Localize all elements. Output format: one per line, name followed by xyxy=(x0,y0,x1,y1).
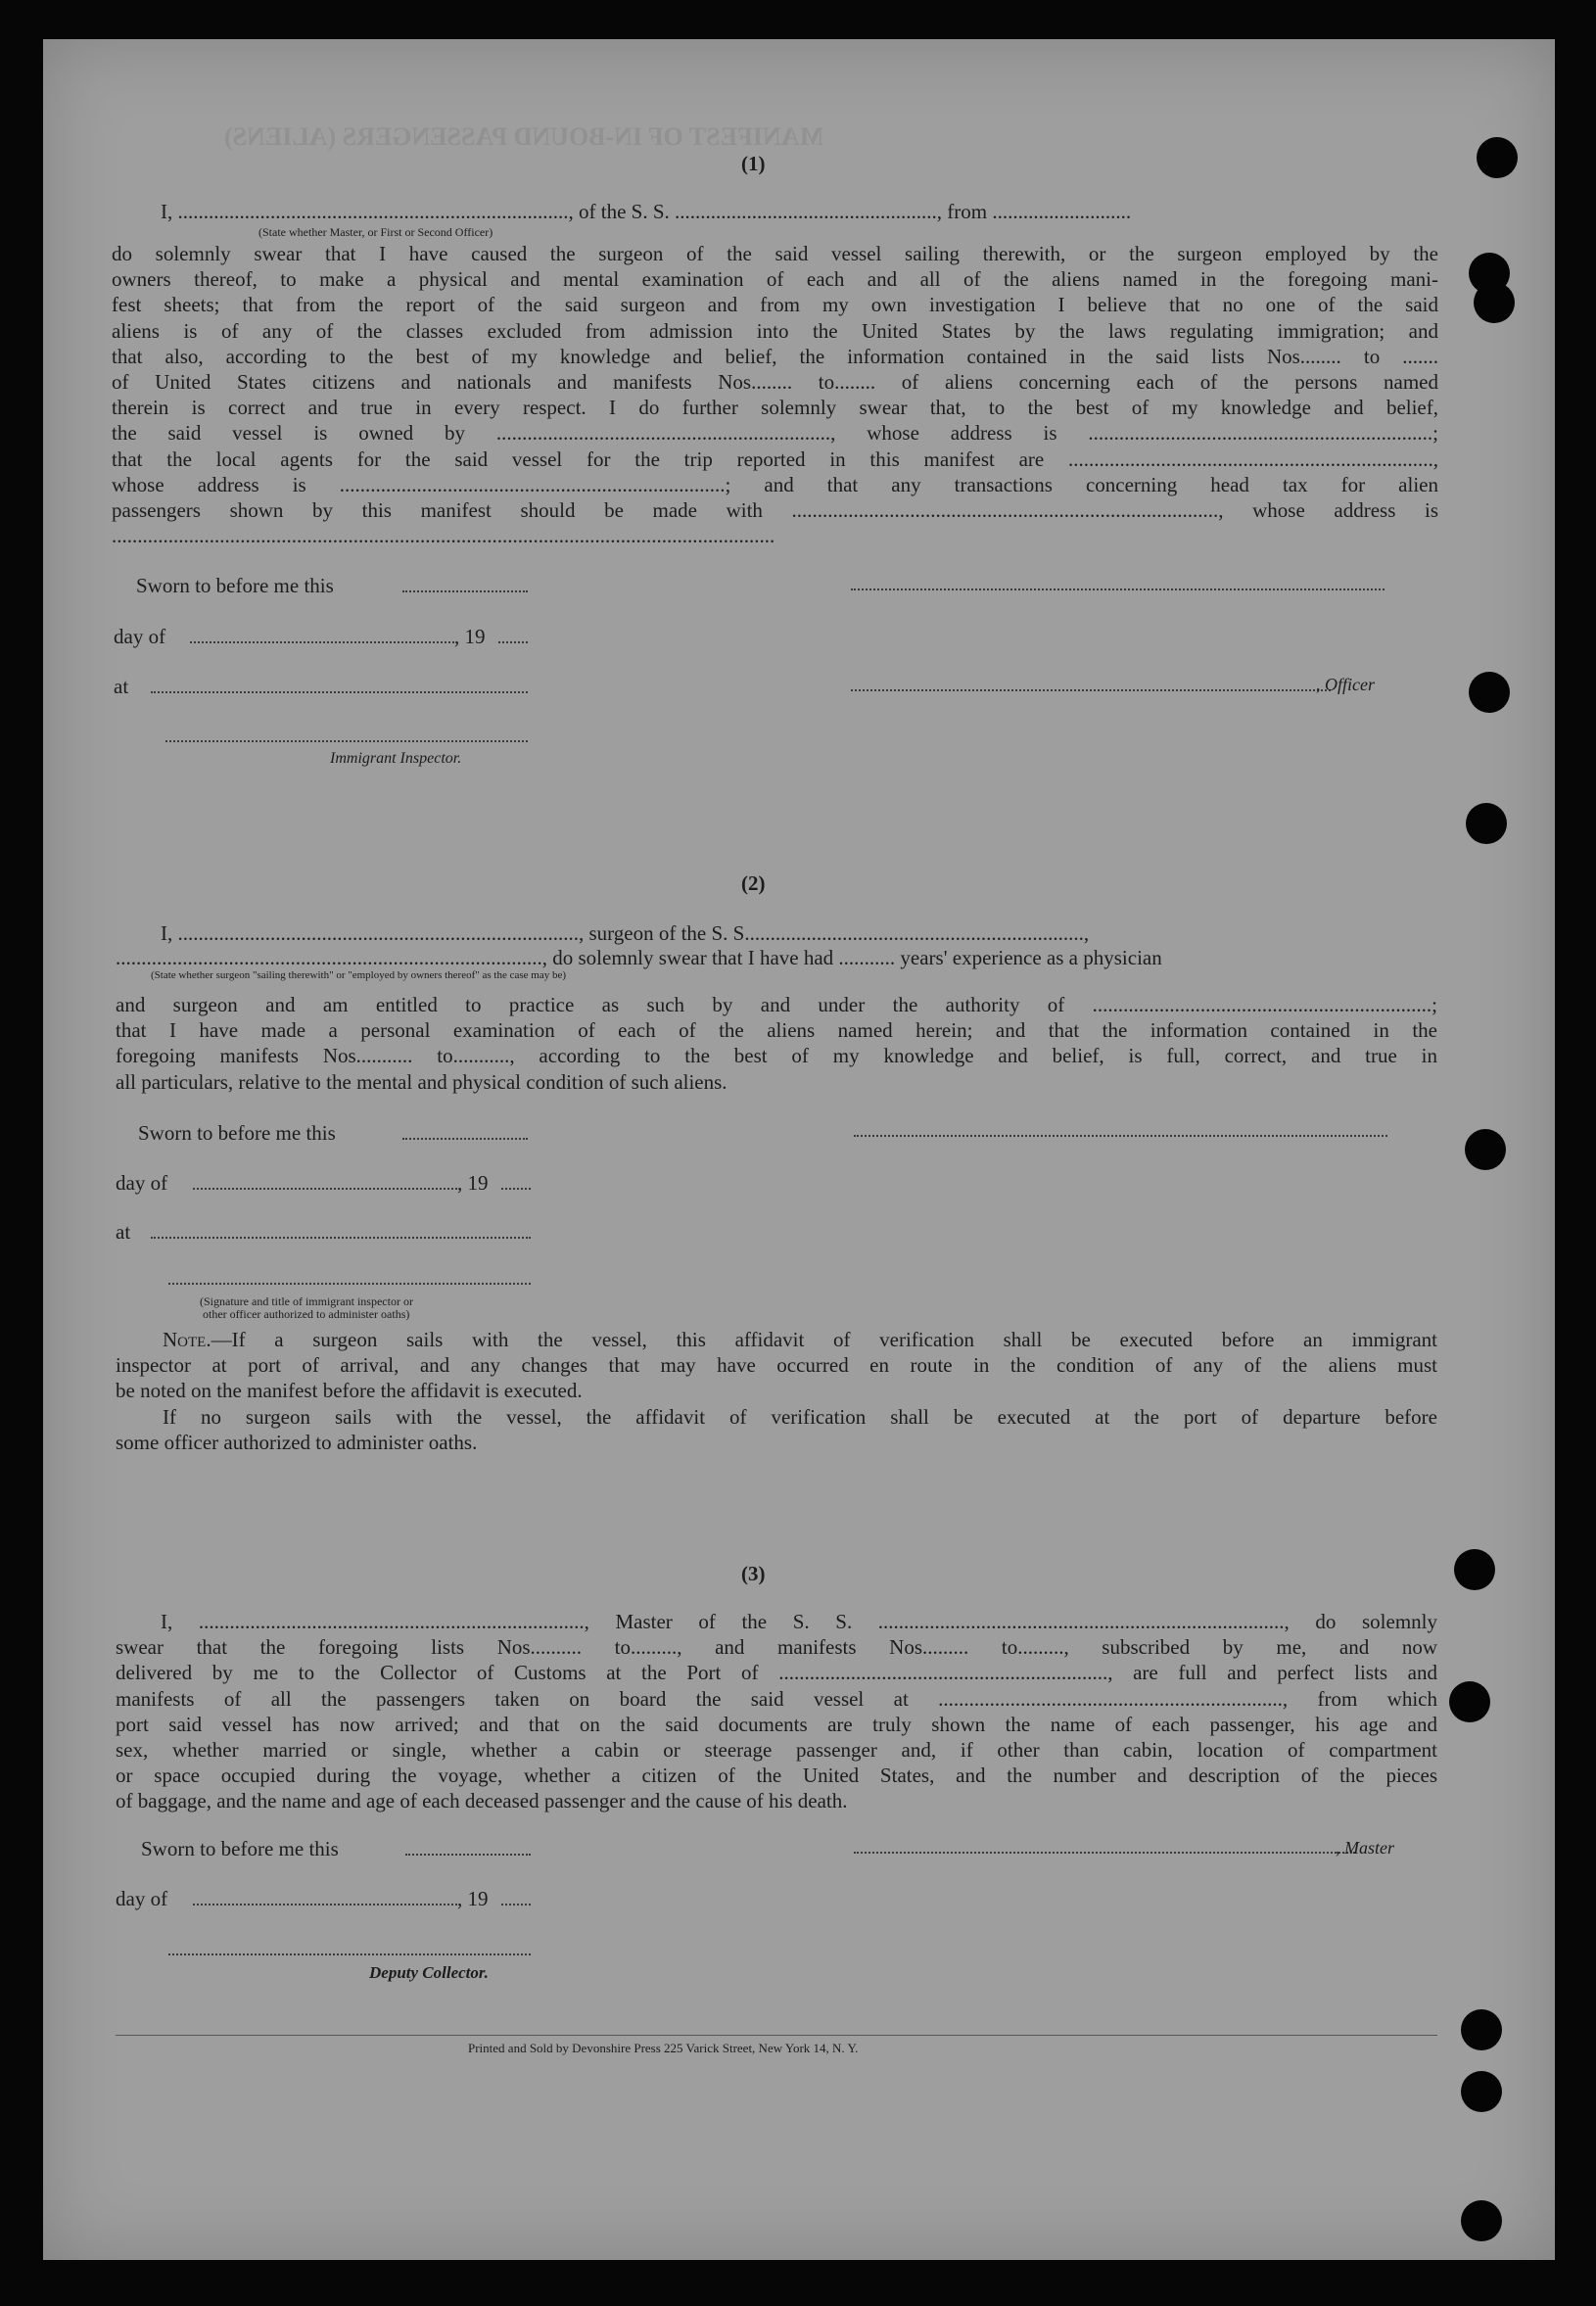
section-2-surgeon-note: (State whether surgeon "sailing therewith" or "employed by owners thereof" as the case may be) xyxy=(151,969,567,981)
section-3-day-label: day of xyxy=(116,1887,168,1910)
oath-line: ................................................................................................................................. xyxy=(112,524,775,548)
oath-line: that I have made a personal examination of each of the aliens named herein; and that the information contained in the xyxy=(116,1018,1437,1043)
oath-line: do solemnly swear that I have caused the surgeon of the said vessel sailing therewith, or the surgeon employed by the xyxy=(112,242,1438,265)
section-1-first-line: I, ............................................................................, of the S. S. ..................................................., from ........................... xyxy=(161,200,1132,223)
section-1-signature-field[interactable] xyxy=(851,588,1385,590)
section-2-day-label: day of xyxy=(116,1171,168,1195)
section-1-officer-field[interactable] xyxy=(851,689,1331,691)
section-3-master-label: , Master xyxy=(1336,1838,1394,1858)
section-1-day-field[interactable] xyxy=(190,641,454,643)
oath-line: fest sheets; that from the report of the said surgeon and from my own investigation I believe that no one of the said xyxy=(112,293,1438,317)
oath-line: of United States citizens and nationals and manifests Nos........ to........ of aliens concerning each of the persons named xyxy=(112,370,1438,395)
section-1-number: (1) xyxy=(741,152,766,175)
section-3-day-field[interactable] xyxy=(193,1904,457,1906)
binder-hole xyxy=(1454,1549,1495,1590)
binder-hole xyxy=(1466,803,1507,844)
section-1-sworn-field[interactable] xyxy=(402,590,528,592)
section-3-sworn-field[interactable] xyxy=(405,1854,531,1856)
binder-hole xyxy=(1449,1681,1490,1722)
binder-hole xyxy=(1461,2071,1502,2112)
oath-line: manifests of all the passengers taken on board the said vessel at ..................................................................., from which xyxy=(116,1686,1437,1711)
note-line: Note.—If a surgeon sails with the vessel, this affidavit of verification shall be executed before an immigrant xyxy=(163,1328,1437,1351)
note-line: be noted on the manifest before the affidavit is executed. xyxy=(116,1379,583,1403)
section-2-signature-caption-1: (Signature and title of immigrant inspector or xyxy=(200,1294,413,1308)
section-2-signature-field[interactable] xyxy=(854,1135,1387,1137)
section-3-collector-caption: Deputy Collector. xyxy=(369,1963,489,1982)
section-1-at-label: at xyxy=(114,675,129,698)
note-line: If no surgeon sails with the vessel, the affidavit of verification shall be executed at the port of departure before xyxy=(163,1404,1437,1429)
binder-hole xyxy=(1477,137,1518,178)
oath-line: all particulars, relative to the mental and physical condition of such aliens. xyxy=(116,1069,728,1094)
section-2-second-line: ..................................................................................., do solemnly swear that I have had ........... years' experience as a physician xyxy=(116,946,1162,969)
section-2-sworn-label: Sworn to before me this xyxy=(138,1121,336,1145)
section-1-officer-note: (State whether Master, or First or Second Officer) xyxy=(258,225,493,239)
section-2-number: (2) xyxy=(741,871,766,895)
oath-line: that also, according to the best of my knowledge and belief, the information contained in the said lists Nos........ to ....... xyxy=(112,344,1438,368)
section-1-day-label: day of xyxy=(114,625,166,648)
oath-line: passengers shown by this manifest should be made with ..................................................................................., whose address is xyxy=(112,498,1438,523)
section-1-at-field[interactable] xyxy=(151,691,528,693)
oath-line: owners thereof, to make a physical and mental examination of each and all of the aliens named in the foregoing mani- xyxy=(112,267,1438,292)
section-3-year-label: , 19 xyxy=(457,1887,489,1910)
binder-hole xyxy=(1469,672,1510,713)
section-1-year-field[interactable] xyxy=(498,641,528,643)
oath-line: of baggage, and the name and age of each deceased passenger and the cause of his death. xyxy=(116,1789,848,1813)
section-2-first-line: I, .............................................................................., surgeon of the S. S.................................................................., xyxy=(161,921,1090,945)
section-3-sworn-label: Sworn to before me this xyxy=(141,1837,339,1860)
note-line: some officer authorized to administer oaths. xyxy=(116,1430,478,1454)
oath-line: the said vessel is owned by ................................................................., whose address is ...................................................................; xyxy=(112,421,1438,446)
section-3-number: (3) xyxy=(741,1562,766,1585)
section-2-at-label: at xyxy=(116,1220,131,1244)
section-1-inspector-caption: Immigrant Inspector. xyxy=(330,750,462,767)
section-2-inspector-signature-field[interactable] xyxy=(168,1283,531,1285)
oath-line: I, ..........................................................................., Master of the S. S. ..............................................................................., do solemnly xyxy=(161,1610,1437,1633)
oath-line: sex, whether married or single, whether a cabin or steerage passenger and, if other than cabin, location of compartment xyxy=(116,1738,1437,1763)
section-1-sworn-label: Sworn to before me this xyxy=(136,574,334,597)
section-2-year-field[interactable] xyxy=(501,1188,531,1190)
manifest-page xyxy=(43,39,1555,2260)
oath-line: swear that the foregoing lists Nos.......... to........., and manifests Nos......... to........., subscribed by me, and now xyxy=(116,1635,1437,1660)
binder-hole xyxy=(1465,1129,1506,1170)
printer-imprint: Printed and Sold by Devonshire Press 225 Varick Street, New York 14, N. Y. xyxy=(468,2041,859,2055)
oath-line: aliens is of any of the classes excluded from admission into the United States by the laws regulating immigration; and xyxy=(112,318,1438,343)
section-2-year-label: , 19 xyxy=(457,1171,489,1195)
oath-line: whose address is ...........................................................................; and that any transactions concerning head tax for alien xyxy=(112,472,1438,496)
section-1-inspector-signature-field[interactable] xyxy=(165,740,528,742)
section-1-year-label: , 19 xyxy=(454,625,486,648)
oath-line: or space occupied during the voyage, whether a citizen of the United States, and the number and description of the pieces xyxy=(116,1764,1437,1788)
section-3-oath-text xyxy=(116,1609,1437,1814)
section-2-day-field[interactable] xyxy=(193,1188,457,1190)
section-2-oath-text xyxy=(116,992,1437,1095)
section-2-at-field[interactable] xyxy=(151,1237,531,1239)
binder-hole xyxy=(1474,282,1515,323)
oath-line: foregoing manifests Nos........... to..........., according to the best of my knowledge and belief, is full, correct, and true in xyxy=(116,1044,1437,1068)
binder-hole xyxy=(1461,2200,1502,2241)
oath-line: delivered by me to the Collector of Customs at the Port of ................................................................, are full and perfect lists and xyxy=(116,1661,1437,1685)
footer-rule xyxy=(116,2035,1437,2036)
bleed-through-header: MANIFEST OF IN-BOUND PASSENGERS (ALIENS) xyxy=(224,122,824,151)
section-2-sworn-field[interactable] xyxy=(402,1138,528,1140)
binder-hole xyxy=(1461,2009,1502,2050)
note-line: inspector at port of arrival, and any changes that may have occurred en route in the condition of any of the aliens must xyxy=(116,1353,1437,1378)
oath-line: and surgeon and am entitled to practice as such by and under the authority of ..................................................................; xyxy=(116,993,1437,1016)
section-3-master-signature-field[interactable] xyxy=(854,1852,1355,1854)
section-1-oath-text xyxy=(112,241,1438,548)
note-label: Note. xyxy=(163,1328,211,1351)
oath-line: therein is correct and true in every respect. I do further solemnly swear that, to the best of my knowledge and belief, xyxy=(112,396,1438,420)
section-2-signature-caption-2: other officer authorized to administer oaths) xyxy=(203,1307,410,1321)
section-3-year-field[interactable] xyxy=(501,1904,531,1906)
verification-note xyxy=(116,1327,1437,1455)
section-1-officer-label: , Officer xyxy=(1316,675,1375,694)
oath-line: that the local agents for the said vessel for the trip reported in this manifest are ......................................................................., xyxy=(112,447,1438,471)
oath-line: port said vessel has now arrived; and that on the said documents are truly shown the name of each passenger, his age and xyxy=(116,1712,1437,1736)
section-3-collector-signature-field[interactable] xyxy=(168,1953,531,1955)
